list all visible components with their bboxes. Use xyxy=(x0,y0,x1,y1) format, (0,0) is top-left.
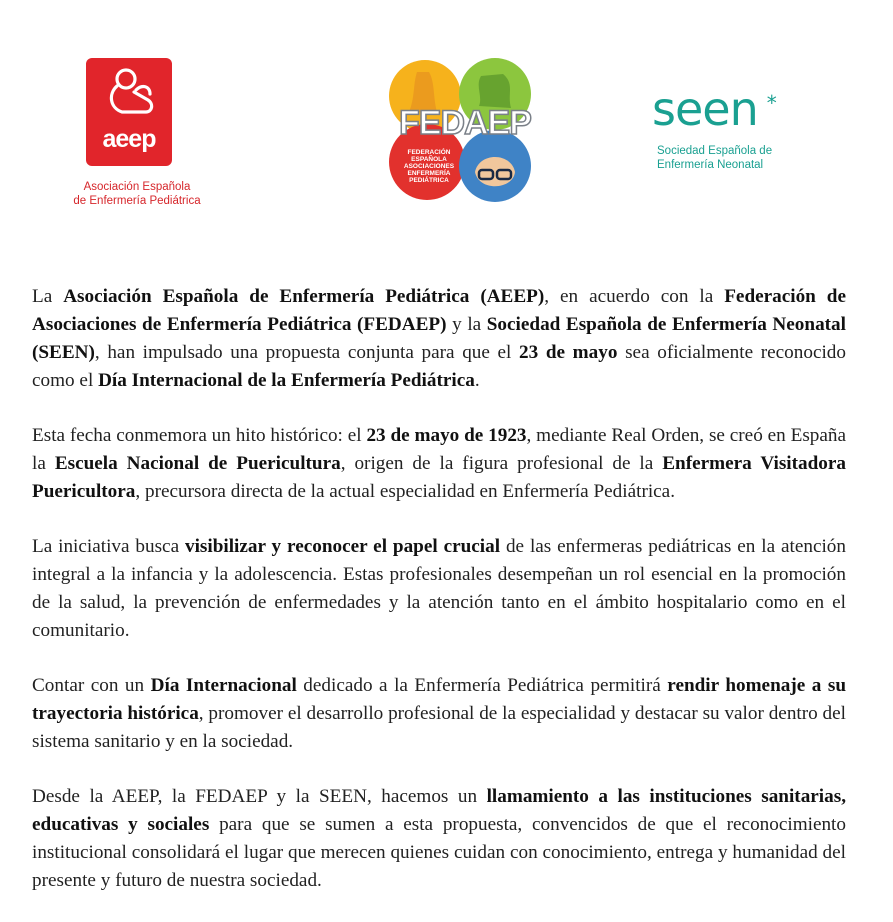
paragraph xyxy=(32,283,846,395)
fedaep-caption-line: ASOCIACIONES xyxy=(403,163,455,170)
bold-text: Enfermera Visitadora Puericultora xyxy=(32,453,846,502)
aeep-logo-mark xyxy=(86,58,172,166)
text-run: Desde la AEEP, la FEDAEP y la SEEN, hacemos un xyxy=(32,786,487,807)
text-run: , origen de la figura profesional de la xyxy=(340,453,663,474)
aeep-caption xyxy=(62,180,212,208)
bold-text: Día Internacional xyxy=(150,675,297,696)
seen-caption-line-1: Sociedad Española de xyxy=(657,145,773,157)
text-run: . xyxy=(474,370,480,391)
bold-text: 23 de mayo xyxy=(519,342,618,363)
bold-text: Escuela Nacional de Puericultura xyxy=(54,453,341,474)
text-run: sea oficialmente reconocido como el xyxy=(32,342,846,391)
text-run: de las enfermeras pediátricas en la atención integral a la infancia y la adolescencia. Estas profesionales desempeñan un rol esencial en la promoción de la salud, la prevención de enfermedades y la atención tanto en el ámbito hospitalario como en el comunitario. xyxy=(32,536,846,641)
seen-star-icon: * xyxy=(766,91,776,115)
paragraph xyxy=(32,672,846,756)
text-run: , mediante Real Orden, se creó en España la xyxy=(32,425,847,474)
seen-logo xyxy=(652,82,822,172)
fedaep-caption-line: ESPAÑOLA xyxy=(411,156,447,163)
text-run: dedicado a la Enfermería Pediátrica permitirá xyxy=(296,675,668,696)
text-run: y la xyxy=(446,314,487,335)
text-run: Contar con un xyxy=(32,675,151,696)
text-run: , en acuerdo con la xyxy=(544,286,725,307)
bold-text: llamamiento a las instituciones sanitarias, educativas y sociales xyxy=(32,786,846,835)
fedaep-caption xyxy=(389,149,469,184)
aeep-logo xyxy=(62,58,212,208)
bold-text: Federación de Asociaciones de Enfermería Pediátrica (FEDAEP) xyxy=(32,286,846,335)
text-run: Esta fecha conmemora un hito histórico: el xyxy=(32,425,367,446)
bold-text: Sociedad Española de Enfermería Neonatal (SEEN) xyxy=(32,314,846,363)
bold-text: Día Internacional de la Enfermería Pediátrica xyxy=(98,370,475,391)
bold-text: Asociación Española de Enfermería Pediátrica (AEEP) xyxy=(63,286,545,307)
bold-text: visibilizar y reconocer el papel crucial xyxy=(184,536,501,557)
seen-caption xyxy=(657,144,822,172)
paragraph xyxy=(32,533,846,645)
text-run: , precursora directa de la actual especialidad en Enfermería Pediátrica. xyxy=(135,481,675,502)
aeep-wordmark: aeep xyxy=(102,125,156,153)
seen-caption-line-2: Enfermería Neonatal xyxy=(657,159,764,171)
fedaep-caption-line: PEDIÁTRICA xyxy=(409,177,449,184)
aeep-caption-line-2: de Enfermería Pediátrica xyxy=(73,195,201,207)
paragraph xyxy=(32,783,846,895)
logo-header xyxy=(0,0,893,230)
paragraph xyxy=(32,422,846,506)
text-run: , promover el desarrollo profesional de la especialidad y destacar su valor dentro del sistema sanitario y en la sociedad. xyxy=(32,703,846,752)
text-run: La iniciativa busca xyxy=(32,536,185,557)
seen-wordmark xyxy=(652,82,776,136)
fedaep-caption-line: FEDERACIÓN xyxy=(407,149,451,156)
fedaep-caption-line: ENFERMERÍA xyxy=(407,170,451,177)
aeep-caption-line-1: Asociación Española xyxy=(83,181,191,193)
press-release-body xyxy=(32,283,846,922)
fedaep-logo xyxy=(383,54,539,204)
seen-wordmark-text: seen xyxy=(652,82,758,136)
text-run: para que se sumen a esta propuesta, convencidos de que el reconocimiento institucional consolidará el lugar que merecen quienes cuidan con conocimiento, entrega y humanidad del presente y futuro de nuestra sociedad. xyxy=(32,814,846,891)
fedaep-wordmark: FEDAEP xyxy=(399,104,531,142)
bold-text: 23 de mayo de 1923 xyxy=(366,425,527,446)
text-run: , han impulsado una propuesta conjunta para que el xyxy=(94,342,520,363)
text-run: La xyxy=(32,286,64,307)
bold-text: rendir homenaje a su trayectoria histórica xyxy=(32,675,846,724)
